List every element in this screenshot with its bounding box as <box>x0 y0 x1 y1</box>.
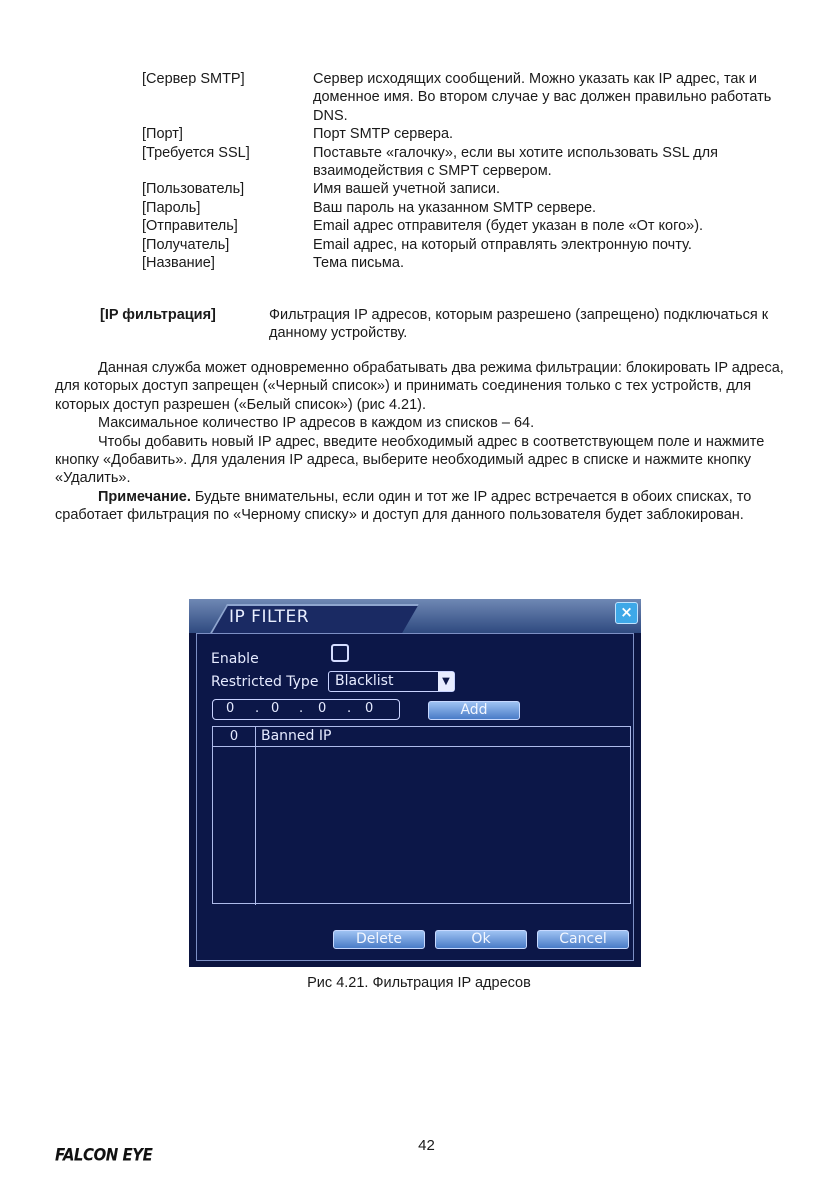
def-row <box>142 217 802 235</box>
def-term: [Пользователь] <box>142 181 245 198</box>
list-divider <box>255 746 256 905</box>
def-row <box>142 180 802 198</box>
enable-checkbox[interactable] <box>331 644 349 662</box>
ip-filter-definition <box>100 306 800 343</box>
ip-octet[interactable]: 0 <box>365 701 374 716</box>
ip-octet[interactable]: 0 <box>271 701 280 716</box>
list-header-title: Banned IP <box>261 728 332 744</box>
note-paragraph <box>55 488 785 525</box>
ip-octet[interactable]: 0 <box>318 701 327 716</box>
add-button[interactable]: Add <box>428 701 520 720</box>
def-row <box>142 254 802 272</box>
enable-label: Enable <box>211 651 259 667</box>
def-row <box>142 125 802 143</box>
delete-button[interactable]: Delete <box>333 930 425 949</box>
ok-button[interactable]: Ok <box>435 930 527 949</box>
ip-filter-desc: Фильтрация IP адресов, которым разрешено (запрещено) подключаться к данному устройству. <box>269 307 769 342</box>
paragraph: Чтобы добавить новый IP адрес, введите необходимый адрес в соответствующем поле и нажмите кнопку «Добавить». Для удаления IP адреса, выберите необходимый адрес в списке и нажмите кнопку «Удалить». <box>55 433 765 487</box>
def-desc: Поставьте «галочку», если вы хотите использовать SSL для взаимодействия с SMPT сервером. <box>313 144 718 180</box>
def-desc: Сервер исходящих сообщений. Можно указать как IP адрес, так и доменное имя. Во втором случае у вас должен правильно работать DNS. <box>313 71 772 124</box>
cancel-button[interactable]: Cancel <box>537 930 629 949</box>
def-term: [Получатель] <box>142 236 230 253</box>
ip-octet[interactable]: 0 <box>226 701 235 716</box>
note-label: Примечание. <box>98 488 191 505</box>
list-header <box>213 727 630 747</box>
def-term: [Название] <box>142 255 215 272</box>
paragraph: Максимальное количество IP адресов в каждом из списков – 64. <box>98 415 535 432</box>
list-header-index: 0 <box>213 727 256 746</box>
page-number: 42 <box>418 1137 435 1154</box>
dialog-body <box>196 633 634 961</box>
dialog-titlebar <box>189 599 641 633</box>
def-desc: Ваш пароль на указанном SMTP сервере. <box>313 199 597 216</box>
figure-caption: Рис 4.21. Фильтрация IP адресов <box>307 975 531 991</box>
note-text: Будьте внимательны, если один и тот же IP адрес встречается в обоих списках, то сработает фильтрация по «Черному списку» и доступ для данного пользователя будет заблокирован. <box>55 488 752 524</box>
def-row <box>142 144 802 181</box>
body-text <box>55 359 785 525</box>
def-row <box>142 199 802 217</box>
chevron-down-icon: ▼ <box>438 672 454 691</box>
def-desc: Email адрес отправителя (будет указан в поле «От кого»). <box>313 218 704 235</box>
brand-logo: FALCON EYE <box>55 1145 153 1165</box>
close-button[interactable]: × <box>615 602 638 624</box>
def-desc: Порт SMTP сервера. <box>313 126 454 143</box>
def-term: [Требуется SSL] <box>142 144 250 161</box>
def-desc: Тема письма. <box>313 255 404 272</box>
def-term: [Отправитель] <box>142 218 238 235</box>
ip-filter-dialog-screenshot <box>189 599 641 967</box>
def-desc: Email адрес, на который отправлять электронную почту. <box>313 236 692 253</box>
restricted-type-value: Blacklist <box>335 673 394 689</box>
dialog-title: IP FILTER <box>229 607 310 627</box>
banned-ip-list[interactable] <box>212 726 631 904</box>
paragraph: Данная служба может одновременно обрабатывать два режима фильтрации: блокировать IP адреса, для которых доступ запрещен («Черный список») и принимать соединения только с тех устройств, для которых доступ разрешен («Белый список») (рис 4.21). <box>55 360 784 413</box>
def-desc: Имя вашей учетной записи. <box>313 181 500 198</box>
ip-filter-term: [IP фильтрация] <box>100 307 216 323</box>
def-term: [Сервер SMTP] <box>142 71 245 87</box>
def-term: [Порт] <box>142 126 183 143</box>
restricted-type-label: Restricted Type <box>211 674 319 690</box>
def-row <box>142 70 802 125</box>
ip-address-input[interactable]: 0 . 0 . 0 . 0 <box>212 699 400 720</box>
restricted-type-select[interactable] <box>328 671 455 692</box>
def-term: [Пароль] <box>142 199 201 216</box>
def-row <box>142 236 802 254</box>
smtp-definitions <box>142 70 802 272</box>
